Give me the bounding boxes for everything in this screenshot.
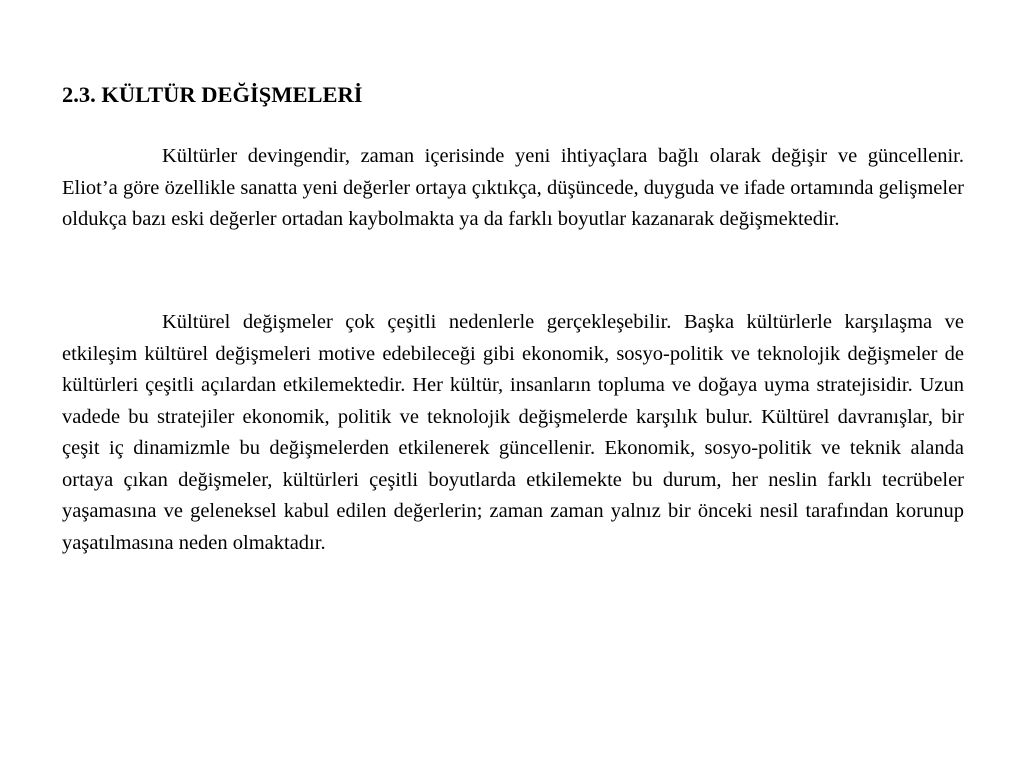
paragraph-2: Kültürel değişmeler çok çeşitli nedenlerle gerçekleşebilir. Başka kültürlerle karşılaşma ve etkileşim kültürel değişmeleri motive edebileceği gibi ekonomik, sosyo-politik ve teknolojik değişmeler de kültürleri çeşitli açılardan etkilemektedir. Her kültür, insanların topluma ve doğaya uyma stratejisidir. Uzun vadede bu stratejiler ekonomik, politik ve teknolojik değişmelerde karşılık bulur. Kültürel davranışlar, bir çeşit iç dinamizmle bu değişmelerden etkilenerek güncellenir. Ekonomik, sosyo-politik ve teknik alanda ortaya çıkan değişmeler, kültürleri çeşitli boyutlarda etkilemekte bu durum, her neslin farklı tecrübeler yaşamasına ve geleneksel kabul edilen değerlerin; zaman zaman yalnız bir önceki nesil tarafından korunup yaşatılmasına neden olmaktadır. <box>62 311 964 554</box>
section-heading: 2.3. KÜLTÜR DEĞİŞMELERİ <box>62 82 363 107</box>
paragraph-1: Kültürler devingendir, zaman içerisinde yeni ihtiyaçlara bağlı olarak değişir ve güncellenir. Eliot’a göre özellikle sanatta yeni değerler ortaya çıktıkça, düşüncede, duyguda ve ifade ortamında gelişmeler oldukça bazı eski değerler ortadan kaybolmakta ya da farklı boyutlar kazanarak değişmektedir. <box>62 145 964 230</box>
